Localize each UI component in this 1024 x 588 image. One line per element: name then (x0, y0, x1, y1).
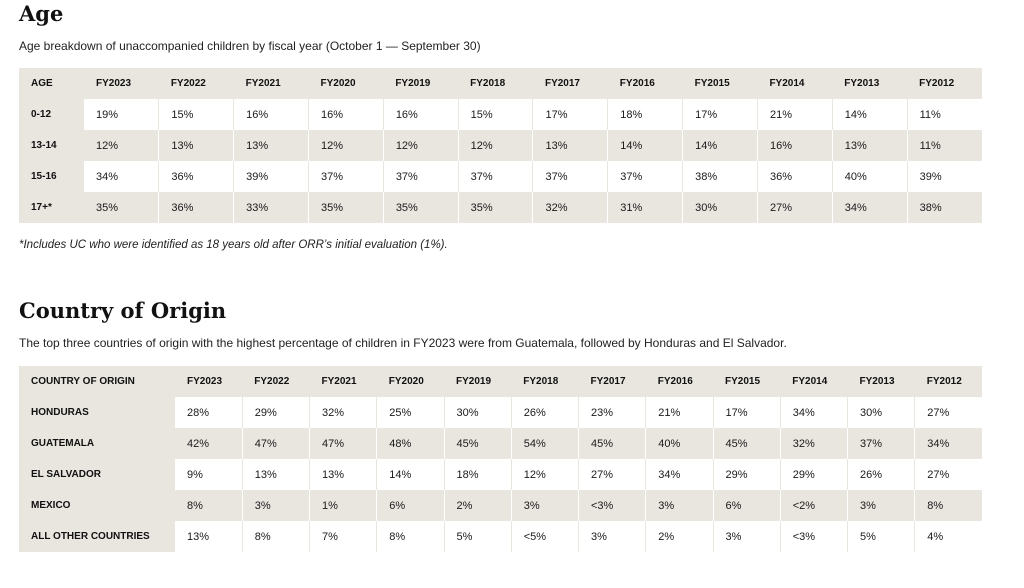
table-row (19, 161, 982, 192)
column-header: FY2012 (907, 68, 982, 99)
row-label: 13-14 (19, 130, 84, 161)
row-label: 17+* (19, 192, 84, 223)
table-cell: 26% (848, 459, 915, 490)
table-cell: 39% (907, 161, 982, 192)
table-cell: 8% (377, 521, 444, 552)
table-cell: 29% (242, 397, 309, 428)
column-header: FY2022 (242, 366, 309, 397)
table-cell: 45% (444, 428, 511, 459)
table-cell: 3% (579, 521, 646, 552)
table-cell: 38% (907, 192, 982, 223)
column-header: FY2017 (579, 366, 646, 397)
table-cell: 17% (713, 397, 780, 428)
table-cell: 30% (444, 397, 511, 428)
table-cell: 13% (310, 459, 377, 490)
table-cell: 23% (579, 397, 646, 428)
table-cell: 37% (608, 161, 683, 192)
table-cell: <5% (511, 521, 578, 552)
table-cell: 32% (780, 428, 847, 459)
column-header: FY2017 (533, 68, 608, 99)
table-cell: 35% (84, 192, 159, 223)
table-cell: 8% (175, 490, 242, 521)
age-table (19, 68, 982, 223)
table-cell: 14% (377, 459, 444, 490)
table-cell: 36% (159, 192, 234, 223)
table-cell: 37% (848, 428, 915, 459)
table-cell: 13% (234, 130, 309, 161)
row-label: GUATEMALA (19, 428, 175, 459)
column-header: FY2020 (308, 68, 383, 99)
table-cell: 42% (175, 428, 242, 459)
column-header: FY2015 (683, 68, 758, 99)
table-cell: 19% (84, 99, 159, 130)
column-header: FY2012 (915, 366, 982, 397)
table-cell: 29% (713, 459, 780, 490)
table-cell: 9% (175, 459, 242, 490)
table-row (19, 459, 982, 490)
table-cell: 2% (444, 490, 511, 521)
table-cell: 45% (713, 428, 780, 459)
origin-intro-text: The top three countries of origin with the highest percentage of children in FY2023 were from Guatemala, followed by Honduras and El Salvador. (19, 336, 787, 350)
table-cell: 35% (308, 192, 383, 223)
table-cell: <2% (780, 490, 847, 521)
column-header: FY2019 (444, 366, 511, 397)
origin-section-title: Country of Origin (19, 298, 227, 323)
table-row (19, 428, 982, 459)
column-header: FY2022 (159, 68, 234, 99)
table-cell: 7% (310, 521, 377, 552)
table-cell: 16% (234, 99, 309, 130)
table-header-row (19, 68, 982, 99)
table-cell: 25% (377, 397, 444, 428)
table-cell: 14% (832, 99, 907, 130)
table-cell: 37% (533, 161, 608, 192)
table-cell: 54% (511, 428, 578, 459)
table-cell: 27% (915, 459, 982, 490)
age-intro-text: Age breakdown of unaccompanied children by fiscal year (October 1 — September 30) (19, 39, 481, 53)
table-cell: 1% (310, 490, 377, 521)
table-cell: 13% (832, 130, 907, 161)
table-cell: 36% (757, 161, 832, 192)
table-row (19, 490, 982, 521)
table-cell: 35% (458, 192, 533, 223)
table-cell: 40% (832, 161, 907, 192)
table-cell: 37% (308, 161, 383, 192)
table-row (19, 130, 982, 161)
table-cell: 34% (915, 428, 982, 459)
column-header: COUNTRY OF ORIGIN (19, 366, 175, 397)
table-cell: 16% (757, 130, 832, 161)
column-header: FY2013 (832, 68, 907, 99)
table-cell: 11% (907, 130, 982, 161)
table-cell: 45% (579, 428, 646, 459)
table-cell: 2% (646, 521, 713, 552)
table-cell: 12% (383, 130, 458, 161)
table-cell: 17% (533, 99, 608, 130)
country-of-origin-table (19, 366, 982, 552)
table-cell: 13% (159, 130, 234, 161)
table-cell: 21% (757, 99, 832, 130)
table-cell: 27% (757, 192, 832, 223)
column-header: FY2014 (757, 68, 832, 99)
table-cell: 14% (683, 130, 758, 161)
row-label: ALL OTHER COUNTRIES (19, 521, 175, 552)
table-cell: 11% (907, 99, 982, 130)
column-header: FY2016 (608, 68, 683, 99)
column-header: FY2021 (234, 68, 309, 99)
table-cell: 5% (444, 521, 511, 552)
table-cell: 18% (608, 99, 683, 130)
table-cell: 31% (608, 192, 683, 223)
table-cell: 6% (713, 490, 780, 521)
row-label: EL SALVADOR (19, 459, 175, 490)
table-cell: 12% (511, 459, 578, 490)
table-cell: 37% (383, 161, 458, 192)
column-header: FY2015 (713, 366, 780, 397)
table-cell: 40% (646, 428, 713, 459)
table-cell: 39% (234, 161, 309, 192)
table-cell: <3% (579, 490, 646, 521)
table-cell: 32% (533, 192, 608, 223)
table-cell: 15% (159, 99, 234, 130)
table-cell: 30% (848, 397, 915, 428)
table-cell: 3% (713, 521, 780, 552)
table-cell: 12% (84, 130, 159, 161)
table-cell: 34% (780, 397, 847, 428)
column-header: FY2023 (175, 366, 242, 397)
table-cell: 12% (458, 130, 533, 161)
table-cell: 48% (377, 428, 444, 459)
column-header: AGE (19, 68, 84, 99)
table-cell: 8% (915, 490, 982, 521)
table-cell: 3% (848, 490, 915, 521)
column-header: FY2013 (848, 366, 915, 397)
table-cell: 34% (646, 459, 713, 490)
table-cell: 3% (511, 490, 578, 521)
column-header: FY2018 (511, 366, 578, 397)
table-cell: 34% (84, 161, 159, 192)
table-cell: 18% (444, 459, 511, 490)
row-label: MEXICO (19, 490, 175, 521)
table-cell: 5% (848, 521, 915, 552)
column-header: FY2021 (310, 366, 377, 397)
row-label: 0-12 (19, 99, 84, 130)
table-cell: 33% (234, 192, 309, 223)
table-cell: 37% (458, 161, 533, 192)
table-row (19, 192, 982, 223)
table-cell: 26% (511, 397, 578, 428)
age-section-title: Age (19, 1, 64, 26)
column-header: FY2014 (780, 366, 847, 397)
table-cell: 32% (310, 397, 377, 428)
table-cell: 8% (242, 521, 309, 552)
table-cell: 38% (683, 161, 758, 192)
column-header: FY2020 (377, 366, 444, 397)
table-cell: 3% (242, 490, 309, 521)
table-cell: 17% (683, 99, 758, 130)
table-cell: 27% (579, 459, 646, 490)
table-cell: 35% (383, 192, 458, 223)
table-cell: 12% (308, 130, 383, 161)
table-cell: 13% (175, 521, 242, 552)
table-cell: 14% (608, 130, 683, 161)
column-header: FY2019 (383, 68, 458, 99)
table-cell: 34% (832, 192, 907, 223)
table-row (19, 397, 982, 428)
column-header: FY2016 (646, 366, 713, 397)
table-cell: 36% (159, 161, 234, 192)
table-cell: 28% (175, 397, 242, 428)
table-cell: 13% (242, 459, 309, 490)
table-cell: 16% (308, 99, 383, 130)
table-cell: 30% (683, 192, 758, 223)
table-cell: 47% (310, 428, 377, 459)
table-cell: 15% (458, 99, 533, 130)
row-label: HONDURAS (19, 397, 175, 428)
table-cell: 6% (377, 490, 444, 521)
table-cell: 13% (533, 130, 608, 161)
table-cell: 47% (242, 428, 309, 459)
table-cell: 21% (646, 397, 713, 428)
age-footnote: *Includes UC who were identified as 18 years old after ORR’s initial evaluation (1%). (19, 239, 448, 251)
table-cell: 27% (915, 397, 982, 428)
table-cell: 4% (915, 521, 982, 552)
table-cell: 29% (780, 459, 847, 490)
table-row (19, 99, 982, 130)
table-cell: 16% (383, 99, 458, 130)
table-cell: 3% (646, 490, 713, 521)
column-header: FY2018 (458, 68, 533, 99)
table-header-row (19, 366, 982, 397)
table-row (19, 521, 982, 552)
table-cell: <3% (780, 521, 847, 552)
column-header: FY2023 (84, 68, 159, 99)
row-label: 15-16 (19, 161, 84, 192)
